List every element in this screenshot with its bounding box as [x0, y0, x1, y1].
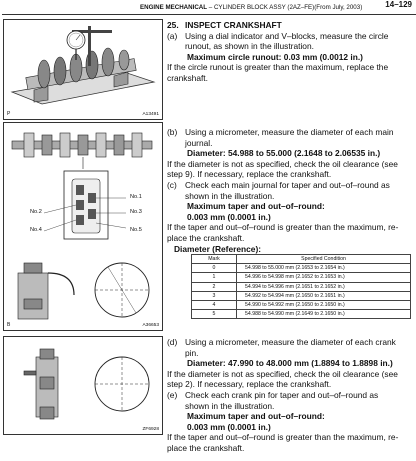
figure-runout: [3, 19, 163, 120]
spec-circle-runout: Maximum circle runout: 0.03 mm (0.0012 in.): [187, 51, 363, 62]
spec-main-taper-value: 0.003 mm (0.0001 in.): [187, 211, 271, 222]
table-row: 0 54.998 to 55.000 mm (2.1653 to 2.1654 in.): [192, 264, 411, 273]
figure-code: A13491: [142, 112, 159, 117]
figure-main-journal: [3, 122, 163, 331]
figure-corner-mark: P: [7, 111, 11, 117]
crank-pin-illustration: [4, 337, 162, 434]
header-title: ENGINE MECHANICAL – CYLINDER BLOCK ASSY (2AZ–FE)(From July, 2003): [140, 4, 363, 11]
table-row: 1 54.996 to 54.998 mm (2.1652 to 2.1653 in.): [192, 273, 411, 282]
table-row: 2 54.994 to 54.996 mm (2.1651 to 2.1652 in.): [192, 282, 411, 291]
step-b-label: (b): [167, 127, 178, 137]
step-c-label: (c): [167, 179, 177, 190]
label-no3: No.3: [130, 209, 142, 215]
header-rule: [2, 14, 416, 15]
figure-code: A36653: [142, 323, 159, 328]
table-header-condition: Specified Condition: [237, 255, 411, 264]
label-no4: No.4: [30, 227, 42, 233]
label-no2: No.2: [30, 209, 42, 215]
header-subtitle: CYLINDER BLOCK ASSY (2AZ–FE)(From July, 2003): [213, 4, 363, 11]
reference-title: Diameter (Reference):: [174, 243, 262, 254]
table-row: 3 54.992 to 54.994 mm (2.1650 to 2.1651 in.): [192, 291, 411, 300]
runout-illustration: [4, 20, 162, 119]
spec-main-taper-title: Maximum taper and out–of–round:: [187, 201, 325, 212]
figure-code: ZF6928: [142, 427, 159, 432]
step-a-label: (a): [167, 30, 178, 41]
page-header: [0, 0, 416, 16]
label-no1: No.1: [130, 194, 142, 200]
step-a-block: 25. INSPECT CRANKSHAFT (a) Using a dial indicator and V–blocks, measure the circle runout, as shown in the illustration. Maximum circle runout: 0.03 mm (0.0012 in.) If the circle runout is greater than the maximum, replace the crankshaft.: [167, 20, 415, 84]
figure-corner-mark: B: [7, 322, 11, 328]
label-no5: No.5: [130, 227, 142, 233]
step-d-e-block: (d) Using a micrometer, measure the diameter of each crank pin. Diameter: 47.990 to 48.000 mm (1.8894 to 1.8898 in.) If the diameter is not as specified, check the oil clearance (see step 2). If necessary, replace the crankshaft. (e) Check each crank pin for taper and out–of–round as shown in the illustration. Maximum taper and out–of–round: 0.003 mm (0.0001 in.) If the taper and out–of–round is greater than the maximum, re- place the crankshaft.: [167, 337, 415, 454]
page-number: 14–129: [385, 0, 412, 9]
spec-pin-taper-value: 0.003 mm (0.0001 in.): [187, 421, 271, 432]
spec-main-journal-diameter: Diameter: 54.988 to 55.000 (2.1648 to 2.06535 in.): [187, 148, 381, 159]
section-title: INSPECT CRANKSHAFT: [185, 20, 282, 30]
step-d-label: (d): [167, 337, 178, 347]
header-section: ENGINE MECHANICAL: [140, 4, 208, 11]
step-e-label: (e): [167, 389, 178, 400]
section-number: 25.: [167, 20, 179, 30]
table-header-row: [192, 255, 411, 264]
table-row: 4 54.990 to 54.992 mm (2.1650 to 2.1650 in.): [192, 300, 411, 309]
table-header-mark: Mark: [192, 255, 237, 264]
diameter-reference-table: [191, 254, 411, 319]
spec-pin-taper-title: Maximum taper and out–of–round:: [187, 411, 325, 422]
figure-crank-pin: [3, 336, 163, 435]
table-row: 5 54.988 to 54.990 mm (2.1649 to 2.1650 in.): [192, 310, 411, 319]
step-b-c-block: (b) Using a micrometer, measure the diameter of each main journal. Diameter: 54.988 to 55.000 (2.1648 to 2.06535 in.) If the diameter is not as specified, check the oil clearance (see step 9). If necessary, replace the crankshaft. (c) Check each main journal for taper and out–of–round as shown in the illustration. Maximum taper and out–of–round: 0.003 mm (0.0001 in.) If the taper and out–of–round is greater than the maximum, re- place the crankshaft. Diameter (Reference):: [167, 127, 415, 254]
spec-crank-pin-diameter: Diameter: 47.990 to 48.000 mm (1.8894 to 1.8898 in.): [187, 358, 393, 369]
